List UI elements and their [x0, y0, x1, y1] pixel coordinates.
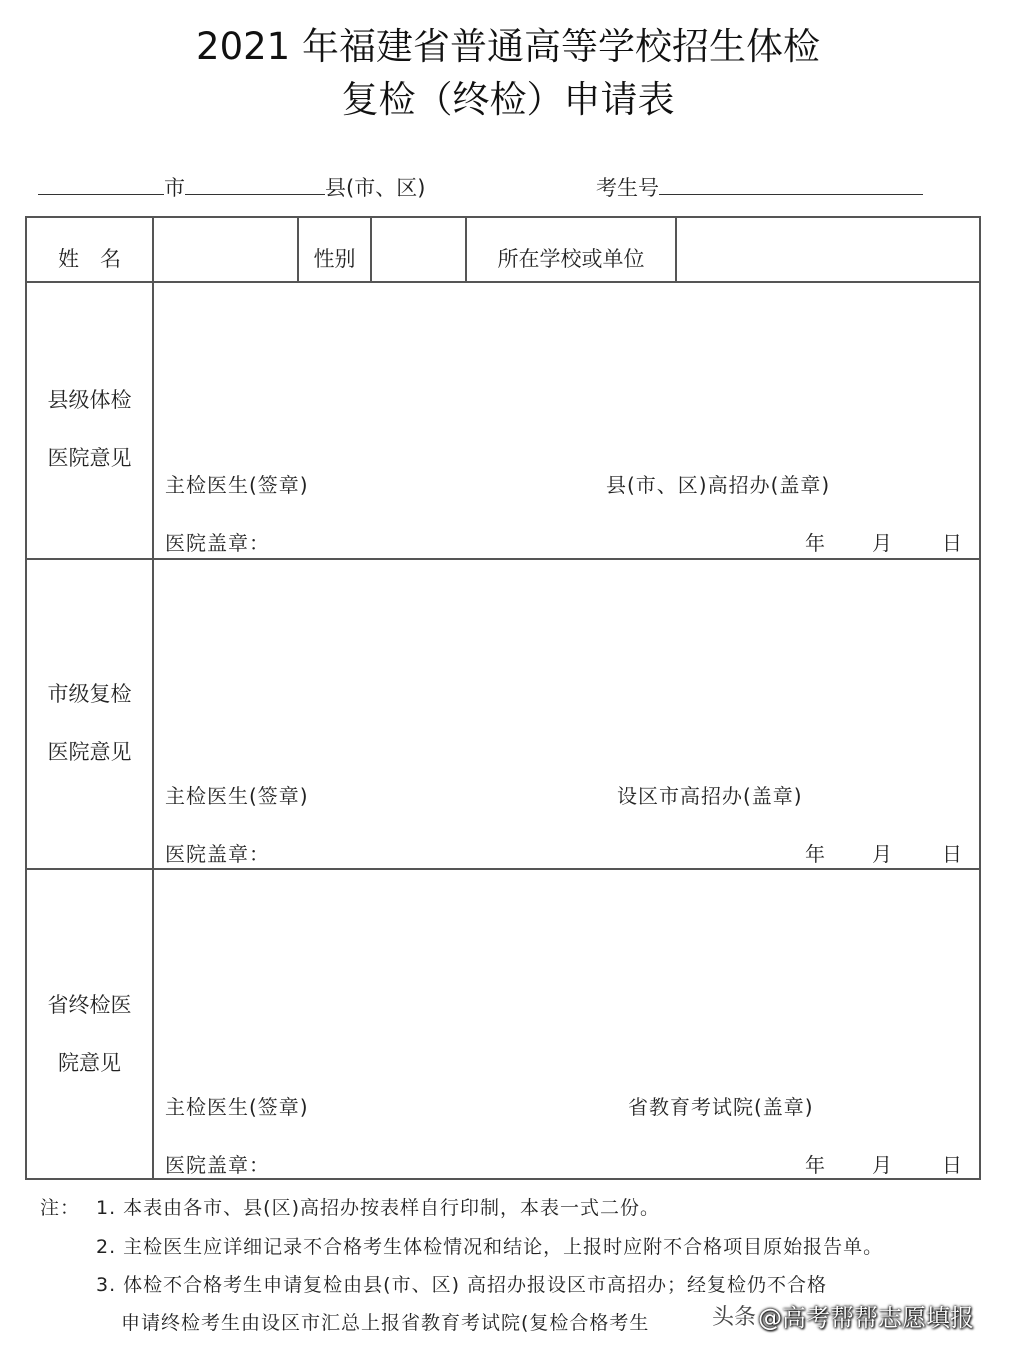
county-office-seal: 县(市、区)高招办(盖章)	[606, 473, 831, 497]
school-label: 所在学校或单位	[497, 247, 645, 271]
column-divider	[370, 216, 372, 282]
city-hospital-seal: 医院盖章：	[165, 842, 270, 866]
exam-number-label: 考生号	[596, 176, 659, 200]
county-section-label-line1: 县级体检	[47, 388, 132, 412]
county-hospital-seal: 医院盖章：	[165, 531, 270, 555]
note-item-2: 2. 主检医生应详细记录不合格考生体检情况和结论，上报时应附不合格项目原始报告单。	[96, 1236, 884, 1258]
province-exam-authority-seal: 省教育考试院(盖章)	[628, 1095, 814, 1119]
school-input-cell[interactable]	[678, 218, 978, 280]
city-office-seal: 设区市高招办(盖章)	[617, 784, 803, 808]
note-item-1: 1. 本表由各市、县(区)高招办按表样自行印制，本表一式二份。	[96, 1197, 660, 1219]
label-column-divider	[152, 216, 154, 1180]
note-item-3-continued: 申请终检考生由设区市汇总上报省教育考试院(复检合格考生	[121, 1312, 650, 1334]
exam-number-blank[interactable]	[659, 175, 923, 195]
column-divider	[675, 216, 677, 282]
note-item-3: 3. 体检不合格考生申请复检由县(市、区) 高招办报设区市高招办；经复检仍不合格	[96, 1274, 828, 1296]
toutiao-logo: 头条	[712, 1305, 757, 1330]
row-divider	[25, 281, 981, 283]
county-date-year: 年	[805, 531, 826, 555]
exam-number-field[interactable]	[596, 172, 923, 202]
form-title-line1: 2021 年福建省普通高等学校招生体检	[196, 25, 820, 68]
city-section-label-line1: 市级复检	[47, 682, 132, 706]
gender-input-cell[interactable]	[373, 218, 463, 280]
watermark-text: @高考帮帮志愿填报	[758, 1304, 974, 1332]
city-suffix: 市	[164, 176, 185, 200]
name-input-cell[interactable]	[155, 218, 295, 280]
city-section-label-line2: 医院意见	[47, 740, 132, 764]
row-divider	[25, 558, 981, 560]
name-label: 姓 名	[58, 247, 121, 271]
province-date-month: 月	[872, 1153, 893, 1177]
province-opinion-area[interactable]	[155, 871, 979, 1071]
row-divider	[25, 868, 981, 870]
notes-prefix: 注：	[40, 1197, 81, 1219]
county-section-label-line2: 医院意见	[47, 446, 132, 470]
province-doctor-signature: 主检医生(签章)	[165, 1095, 309, 1119]
county-doctor-signature: 主检医生(签章)	[165, 473, 309, 497]
province-section-label-line1: 省终检医	[47, 993, 132, 1017]
city-date-day: 日	[942, 842, 963, 866]
county-suffix: 县(市、区)	[325, 176, 426, 200]
city-doctor-signature: 主检医生(签章)	[165, 784, 309, 808]
city-blank[interactable]	[38, 175, 164, 195]
province-date-day: 日	[942, 1153, 963, 1177]
city-date-month: 月	[872, 842, 893, 866]
province-date-year: 年	[805, 1153, 826, 1177]
city-date-year: 年	[805, 842, 826, 866]
county-blank[interactable]	[185, 175, 325, 195]
gender-label: 性别	[313, 247, 356, 271]
county-opinion-area[interactable]	[155, 284, 979, 454]
form-title-line2: 复检（终检）申请表	[341, 78, 675, 121]
county-date-month: 月	[872, 531, 893, 555]
city-field[interactable]	[38, 172, 425, 202]
county-date-day: 日	[942, 531, 963, 555]
province-section-label-line2: 院意见	[58, 1051, 121, 1075]
province-hospital-seal: 医院盖章：	[165, 1153, 270, 1177]
city-opinion-area[interactable]	[155, 561, 979, 761]
